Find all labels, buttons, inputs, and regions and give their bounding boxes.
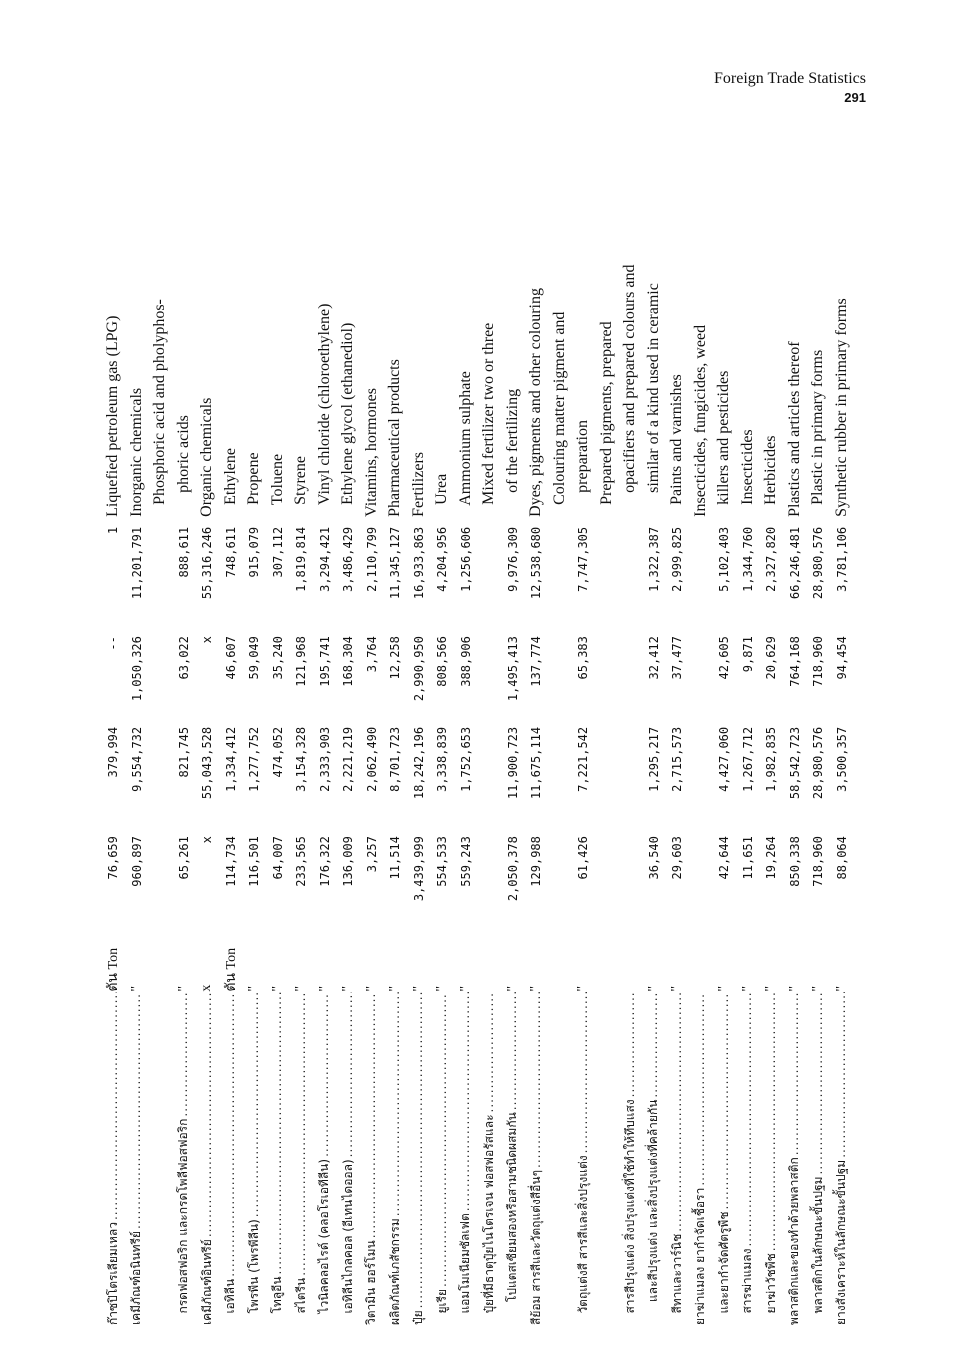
thai-label: ปุ๋ย ..... — [409, 992, 428, 1325]
english-label: of the fertilizing — [503, 388, 521, 517]
english-label: Ammonium sulphate — [456, 371, 474, 517]
value-cell-3: 121,968 — [294, 636, 308, 687]
value-cell-1: 88,064 — [834, 836, 849, 880]
thai-label: เคมีภัณฑ์อินทรีย์ ..... — [198, 992, 217, 1325]
value-cell-3: 718,960 — [811, 636, 825, 687]
value-cell-1: 176,322 — [317, 836, 332, 887]
value-cell-3: 2,990,950 — [411, 636, 426, 702]
unit-cell: " — [763, 985, 778, 992]
unit-cell: " — [810, 985, 825, 992]
value-cell-2: 1,334,412 — [223, 726, 238, 792]
english-label: preparation — [574, 420, 591, 517]
thai-label: สีย้อม สารสีและวัตถุแต่งสีอื่นๆ ..... — [527, 992, 546, 1325]
value-cell-4: 7,747,305 — [576, 526, 590, 592]
value-cell-4: 3,781,106 — [834, 526, 849, 592]
value-cell-1: 116,501 — [247, 836, 261, 887]
value-cell-1: 11,514 — [388, 836, 402, 880]
value-cell-1: 233,565 — [294, 836, 308, 887]
thai-label: กรดฟอสฟอริก และกรดโพลีฟอสฟอริก ..... — [174, 992, 193, 1325]
english-label: Plastics and articles thereof — [785, 341, 803, 517]
table-row — [290, 165, 312, 1325]
value-cell-3: 137,774 — [529, 636, 543, 687]
value-cell-2: 1,752,653 — [458, 726, 473, 792]
value-cell-4: 1,322,387 — [646, 526, 661, 592]
thai-label: เคมีภัณฑ์อนินทรีย์ ..... — [127, 992, 146, 1325]
value-cell-1: 61,426 — [576, 836, 590, 880]
english-label: Insecticides — [738, 429, 756, 517]
table-row — [478, 165, 500, 1325]
value-cell-2: 2,715,573 — [670, 726, 684, 792]
table-row — [831, 165, 853, 1325]
value-cell-1: 3,257 — [364, 836, 379, 873]
value-cell-2: 1,267,712 — [740, 726, 755, 792]
english-label: Dyes, pigments and other colouring — [527, 288, 544, 517]
english-label: Phosphoric acid and pholyphos- — [151, 299, 168, 517]
value-cell-2: 8,701,723 — [388, 726, 402, 792]
thai-label: ยางสังเคราะห์ในลักษณะขั้นปฐม ..... — [832, 992, 851, 1325]
value-cell-1: 36,540 — [646, 836, 661, 880]
thai-label: โปแตสเซียมสองหรือสามชนิดผสมกัน ..... — [503, 992, 522, 1325]
thai-label: ยาฆ่าแมลง ยากำจัดเชื้อรา ..... — [691, 992, 710, 1325]
value-cell-4: 1,344,760 — [740, 526, 755, 592]
english-label: Synthetic rubber in primary forms — [832, 298, 850, 517]
value-cell-4: 1 — [106, 526, 120, 535]
unit-cell: " — [716, 985, 731, 992]
value-cell-2: 11,900,723 — [505, 726, 520, 800]
value-cell-2: 3,154,328 — [294, 726, 308, 792]
value-cell-4: 16,933,863 — [411, 526, 426, 600]
unit-cell: " — [457, 985, 473, 992]
value-cell-4: 9,976,309 — [505, 526, 520, 592]
value-cell-2: 2,333,903 — [317, 726, 332, 792]
value-cell-1: 559,243 — [458, 836, 473, 887]
table-row — [690, 165, 712, 1325]
english-label: Toluene — [268, 453, 286, 517]
thai-label: พลาสติกในลักษณะขั้นปฐม ..... — [809, 992, 828, 1325]
value-cell-3: 764,168 — [787, 636, 802, 687]
thai-label: วิตามิน ฮอร์โมน ..... — [362, 992, 381, 1325]
english-label: Urea — [433, 473, 450, 517]
table-row — [666, 165, 688, 1325]
english-label: Vitamins, hormones — [362, 388, 380, 517]
value-cell-2: 1,295,217 — [646, 726, 661, 792]
english-label: Mixed fertilizer two or three — [480, 322, 497, 517]
thai-label: ไวนิลคลอไรด์ (คลอโรเอทีลีน) ..... — [315, 992, 334, 1325]
value-cell-1: 960,897 — [129, 836, 144, 887]
thai-label: เอทิลีน ..... — [221, 992, 240, 1325]
value-cell-4: 1,256,606 — [458, 526, 473, 592]
english-label: opacifiers and prepared colours and — [621, 264, 638, 517]
unit-cell: " — [575, 985, 590, 992]
value-cell-1: 19,264 — [764, 836, 778, 880]
table-row — [807, 165, 829, 1325]
value-cell-3: 20,629 — [764, 636, 778, 680]
table-row — [784, 165, 806, 1325]
value-cell-1: 11,651 — [740, 836, 755, 880]
value-cell-4: 2,110,799 — [364, 526, 379, 592]
table-row — [713, 165, 735, 1325]
unit-cell: " — [175, 985, 191, 992]
table-row — [243, 165, 265, 1325]
value-cell-4: 66,246,481 — [787, 526, 802, 600]
unit-cell: " — [504, 985, 520, 992]
thai-label: ผลิตภัณฑ์เภสัชกรรม ..... — [386, 992, 405, 1325]
value-cell-1: 29,603 — [670, 836, 684, 880]
value-cell-1: 136,009 — [341, 836, 355, 887]
value-cell-4: 2,327,820 — [764, 526, 778, 592]
value-cell-3: 388,906 — [458, 636, 473, 687]
value-cell-4: 748,611 — [223, 526, 238, 578]
value-cell-4: 307,112 — [270, 526, 285, 578]
unit-cell: " — [246, 985, 261, 992]
unit-cell: " — [293, 985, 308, 992]
english-label: Herbicides — [762, 435, 779, 517]
table-row — [126, 165, 148, 1325]
value-cell-2: 2,221,219 — [341, 726, 355, 792]
thai-label: ยาฆ่าวัชพืช ..... — [762, 992, 781, 1325]
thai-label: สไตรีน ..... — [292, 992, 311, 1325]
value-cell-1: 76,659 — [106, 836, 120, 880]
value-cell-2: 2,062,490 — [364, 726, 379, 792]
value-cell-3: 1,050,326 — [129, 636, 144, 702]
table-row — [502, 165, 524, 1325]
value-cell-2: 7,221,542 — [576, 726, 590, 792]
value-cell-4: 3,486,429 — [341, 526, 355, 592]
thai-label: เอทิลีนไกลคอล (อีเทนไดออล) ..... — [339, 992, 358, 1325]
table-row — [196, 165, 218, 1325]
english-label: Organic chemicals — [198, 397, 215, 517]
value-cell-3: 9,871 — [740, 636, 755, 673]
thai-label: สีทาและวาร์นิช ..... — [668, 992, 687, 1325]
trade-table — [90, 165, 860, 1325]
table-row — [525, 165, 547, 1325]
table-row — [361, 165, 383, 1325]
value-cell-4: 55,316,246 — [200, 526, 214, 600]
value-cell-2: 379,994 — [106, 726, 120, 778]
table-row — [572, 165, 594, 1325]
value-cell-1: 114,734 — [223, 836, 238, 887]
value-cell-3: 3,764 — [364, 636, 379, 673]
value-cell-3: 63,022 — [176, 636, 191, 680]
page-number: 291 — [844, 90, 866, 105]
unit-cell: " — [434, 985, 449, 992]
unit-cell: ตัน Ton — [106, 947, 121, 992]
table-row — [102, 165, 124, 1325]
value-cell-1: 554,533 — [435, 836, 449, 887]
value-cell-2: 1,982,835 — [764, 726, 778, 792]
table-row — [220, 165, 242, 1325]
value-cell-3: 808,566 — [435, 636, 449, 687]
value-cell-3: 65,383 — [576, 636, 590, 680]
value-cell-3: -- — [106, 636, 120, 651]
value-cell-4: 4,204,956 — [435, 526, 449, 592]
value-cell-3: 37,477 — [670, 636, 684, 680]
english-label: Plastic in primary forms — [809, 349, 826, 517]
table-row — [408, 165, 430, 1325]
value-cell-4: 888,611 — [176, 526, 191, 578]
table-row — [267, 165, 289, 1325]
value-cell-1: 42,644 — [717, 836, 731, 880]
thai-label: โพรพีน (โพรพีลีน) ..... — [245, 992, 264, 1325]
table-row — [549, 165, 571, 1325]
value-cell-1: x — [200, 836, 214, 844]
value-cell-4: 11,345,127 — [388, 526, 402, 600]
value-cell-2: 55,043,528 — [200, 726, 214, 800]
value-cell-2: 3,338,839 — [435, 726, 449, 792]
value-cell-2: 3,500,357 — [834, 726, 849, 792]
value-cell-1: 2,050,378 — [505, 836, 520, 902]
table-row — [643, 165, 665, 1325]
unit-cell: " — [387, 985, 402, 992]
thai-label: สารสีปรุงแต่ง สิ่งปรุงแต่งที่ใช้ทำให้ทึบแสง ..... — [621, 992, 640, 1325]
value-cell-2: 821,745 — [176, 726, 191, 778]
value-cell-1: 65,261 — [176, 836, 191, 880]
value-cell-2: 1,277,752 — [247, 726, 261, 792]
value-cell-4: 1,819,814 — [294, 526, 308, 592]
value-cell-3: 35,240 — [270, 636, 285, 680]
value-cell-1: 3,439,999 — [411, 836, 426, 902]
english-label: Ethylene — [221, 447, 239, 517]
table-row — [455, 165, 477, 1325]
thai-label: วัตถุแต่งสี สารสีและสิ่งปรุงแต่ง ..... — [574, 992, 593, 1325]
thai-label: พลาสติกและของทำด้วยพลาสติก ..... — [785, 992, 804, 1325]
unit-cell: ตัน Ton — [223, 947, 239, 992]
english-label: Prepared pigments, prepared — [597, 321, 615, 517]
thai-label: ยูเรีย ..... — [433, 992, 452, 1325]
value-cell-4: 915,079 — [247, 526, 261, 578]
unit-cell: " — [363, 985, 379, 992]
value-cell-3: 1,495,413 — [505, 636, 520, 702]
thai-label: และยากำจัดศัตรูพืช ..... — [715, 992, 734, 1325]
table-row — [384, 165, 406, 1325]
table-row — [149, 165, 171, 1325]
value-cell-1: 718,960 — [811, 836, 825, 887]
english-label: phoric acids — [174, 415, 192, 517]
value-cell-4: 2,999,825 — [670, 526, 684, 592]
value-cell-3: 195,741 — [317, 636, 332, 687]
value-cell-3: x — [200, 636, 214, 644]
value-cell-2: 474,052 — [270, 726, 285, 778]
table-row — [337, 165, 359, 1325]
english-label: Vinyl chloride (chloroethylene) — [315, 303, 333, 517]
unit-cell: " — [739, 985, 755, 992]
value-cell-1: 850,338 — [787, 836, 802, 887]
thai-label: โทลูอีน ..... — [268, 992, 287, 1325]
table-row — [760, 165, 782, 1325]
thai-label: สารฆ่าแมลง ..... — [738, 992, 757, 1325]
value-cell-1: 64,007 — [270, 836, 285, 880]
value-cell-2: 11,675,114 — [529, 726, 543, 800]
page-header — [714, 70, 866, 105]
english-label: similar of a kind used in ceramic — [644, 283, 662, 517]
value-cell-4: 12,538,680 — [529, 526, 543, 600]
unit-cell: " — [410, 985, 426, 992]
english-label: Insecticides, fungicides, weed — [691, 324, 709, 517]
value-cell-2: 28,980,576 — [811, 726, 825, 800]
unit-cell: " — [833, 985, 849, 992]
unit-cell: " — [645, 985, 661, 992]
page-title: Foreign Trade Statistics — [713, 70, 866, 87]
value-cell-3: 94,454 — [834, 636, 849, 680]
table-row — [431, 165, 453, 1325]
value-cell-4: 28,980,576 — [811, 526, 825, 600]
english-label: Inorganic chemicals — [127, 387, 145, 517]
table-row — [314, 165, 336, 1325]
english-label: Ethylene glycol (ethanediol) — [339, 322, 356, 517]
english-label: Fertilizers — [409, 451, 427, 517]
english-label: Propene — [245, 452, 262, 517]
unit-cell: " — [269, 985, 285, 992]
table-row — [619, 165, 641, 1325]
english-label: Pharmaceutical products — [386, 359, 403, 517]
english-label: Paints and varnishes — [668, 374, 685, 517]
english-label: Styrene — [292, 455, 309, 517]
value-cell-2: 4,427,060 — [717, 726, 731, 792]
value-cell-3: 12,258 — [388, 636, 402, 680]
thai-label: แอมโมเนียมซัลเฟต ..... — [456, 992, 475, 1325]
value-cell-1: 129,988 — [529, 836, 543, 887]
value-cell-2: 18,242,196 — [411, 726, 426, 800]
unit-cell: " — [316, 985, 332, 992]
english-label: Colouring matter pigment and — [550, 311, 568, 517]
value-cell-4: 5,102,403 — [717, 526, 731, 592]
unit-cell: " — [128, 985, 144, 992]
english-label: killers and pesticides — [715, 370, 732, 517]
thai-label: ปุ๋ยที่มีธาตุปุ๋ยไนโตรเจน ฟอสฟอรัสและ ..... — [480, 992, 499, 1325]
table-row — [596, 165, 618, 1325]
unit-cell: " — [669, 985, 684, 992]
table-row — [737, 165, 759, 1325]
english-label: Liquefied petroleum gas (LPG) — [104, 315, 121, 517]
value-cell-2: 58,542,723 — [787, 726, 802, 800]
value-cell-3: 168,304 — [341, 636, 355, 687]
value-cell-3: 46,607 — [223, 636, 238, 680]
thai-label: และสีปรุงแต่ง และสิ่งปรุงแต่งที่คล้ายกัน ..... — [644, 992, 663, 1325]
value-cell-3: 59,049 — [247, 636, 261, 680]
value-cell-2: 9,554,732 — [129, 726, 144, 792]
unit-cell: " — [786, 985, 802, 992]
unit-cell: " — [528, 985, 543, 992]
value-cell-3: 42,605 — [717, 636, 731, 680]
unit-cell: " — [340, 985, 355, 992]
unit-cell: x — [199, 984, 214, 992]
value-cell-4: 3,294,421 — [317, 526, 332, 592]
value-cell-4: 11,201,791 — [129, 526, 144, 600]
table-row — [173, 165, 195, 1325]
value-cell-3: 32,412 — [646, 636, 661, 680]
thai-label: ก๊าซปิโตรเลียมเหลว ..... — [104, 992, 123, 1325]
